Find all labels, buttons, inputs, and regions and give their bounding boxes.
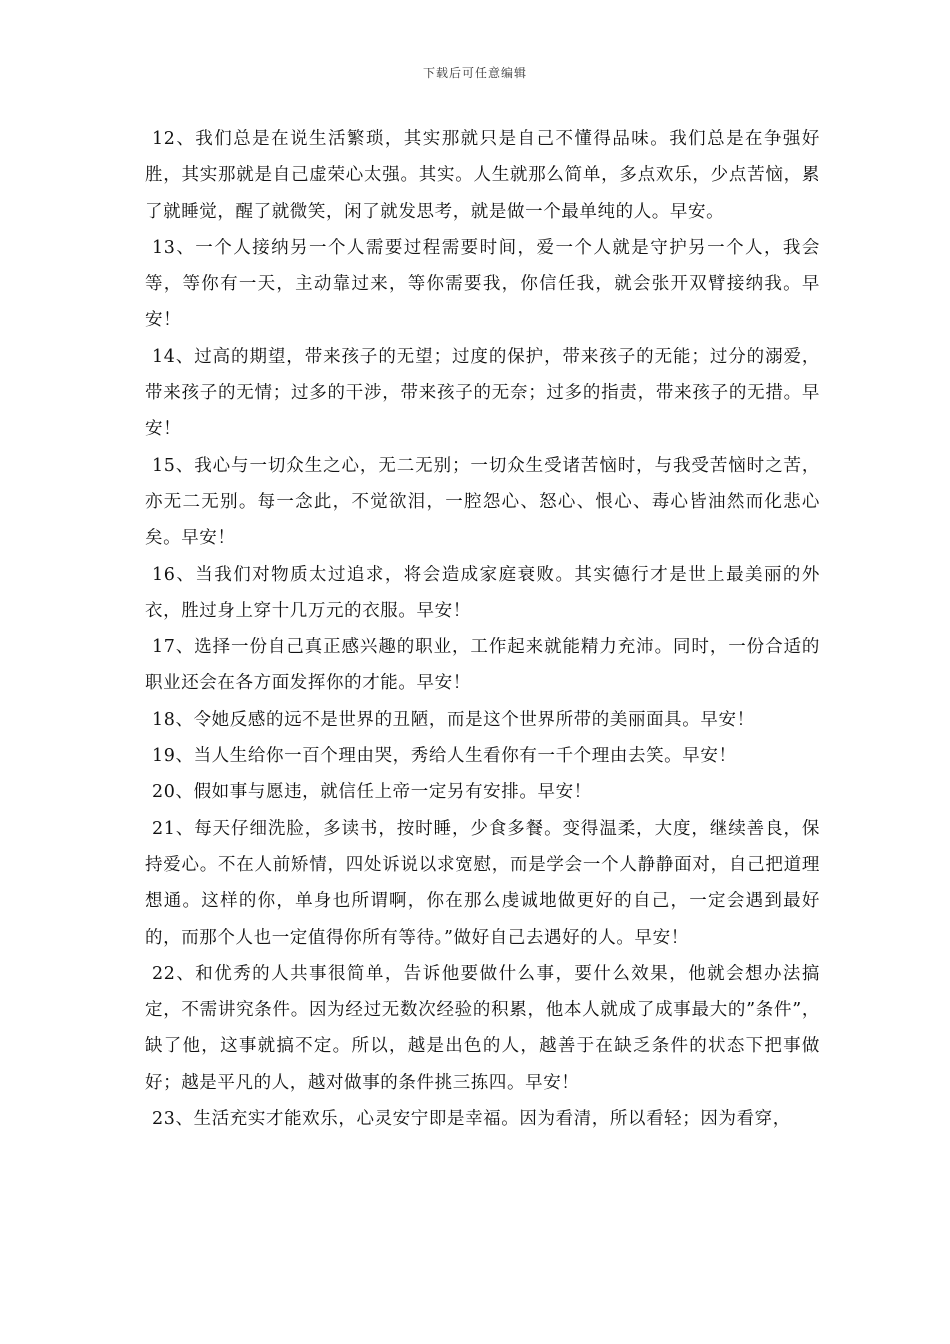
paragraph-23: 23、生活充实才能欢乐，心灵安宁即是幸福。因为看清，所以看轻；因为看穿， xyxy=(152,1109,791,1130)
paragraph-22: 22、和优秀的人共事很简单，告诉他要做什么事，要什么效果，他就会想办法搞定，不需讲究条件。因为经过无数次经验的积累，他本人就成了成事最大的”条件”，缺了他，这事就搞不定。所以，越是出色的人，越善于在缺乏条件的状态下把事做好；越是平凡的人，越对做事的条件挑三拣四。早安！ xyxy=(145,963,820,1093)
paragraph-20: 20、假如事与愿违，就信任上帝一定另有安排。早安！ xyxy=(152,782,592,803)
paragraph-16: 16、当我们对物质太过追求，将会造成家庭衰败。其实德行才是世上最美丽的外衣，胜过身上穿十几万元的衣服。早安！ xyxy=(145,564,820,621)
paragraph-18: 18、令她反感的远不是世界的丑陋，而是这个世界所带的美丽面具。早安！ xyxy=(152,709,755,730)
paragraph-21: 21、每天仔细洗脸，多读书，按时睡，少食多餐。变得温柔，大度，继续善良，保持爱心。不在人前矫情，四处诉说以求宽慰，而是学会一个人静静面对，自己把道理想通。这样的你，单身也所谓啊，你在那么虔诚地做更好的自己，一定会遇到最好的，而那个人也一定值得你所有等待。”做好自己去遇好的人。早安！ xyxy=(145,818,820,948)
paragraph-14: 14、过高的期望，带来孩子的无望；过度的保护，带来孩子的无能；过分的溺爱，带来孩子的无情；过多的干涉，带来孩子的无奈；过多的指责，带来孩子的无措。早安！ xyxy=(145,346,820,440)
paragraph-15: 15、我心与一切众生之心，无二无别；一切众生受诸苦恼时，与我受苦恼时之苦，亦无二无别。每一念此，不觉欲泪，一腔怨心、怒心、恨心、毒心皆油然而化悲心矣。早安！ xyxy=(145,455,820,549)
paragraph-19: 19、当人生给你一百个理由哭，秀给人生看你有一千个理由去笑。早安！ xyxy=(152,746,737,767)
document-body xyxy=(145,121,820,1137)
paragraph-12: 12、我们总是在说生活繁琐，其实那就只是自己不懂得品味。我们总是在争强好胜，其实那就是自己虚荣心太强。其实。人生就那么简单，多点欢乐，少点苦恼，累了就睡觉，醒了就微笑，闲了就发思考，就是做一个最单纯的人。早安。 xyxy=(145,129,820,222)
paragraph-17: 17、选择一份自己真正感兴趣的职业，工作起来就能精力充沛。同时，一份合适的职业还会在各方面发挥你的才能。早安！ xyxy=(145,637,820,694)
page-header: 下载后可任意编辑 xyxy=(422,66,527,80)
paragraph-13: 13、一个人接纳另一个人需要过程需要时间，爱一个人就是守护另一个人，我会等，等你有一天，主动靠过来，等你需要我，你信任我，就会张开双臂接纳我。早安！ xyxy=(145,237,820,331)
